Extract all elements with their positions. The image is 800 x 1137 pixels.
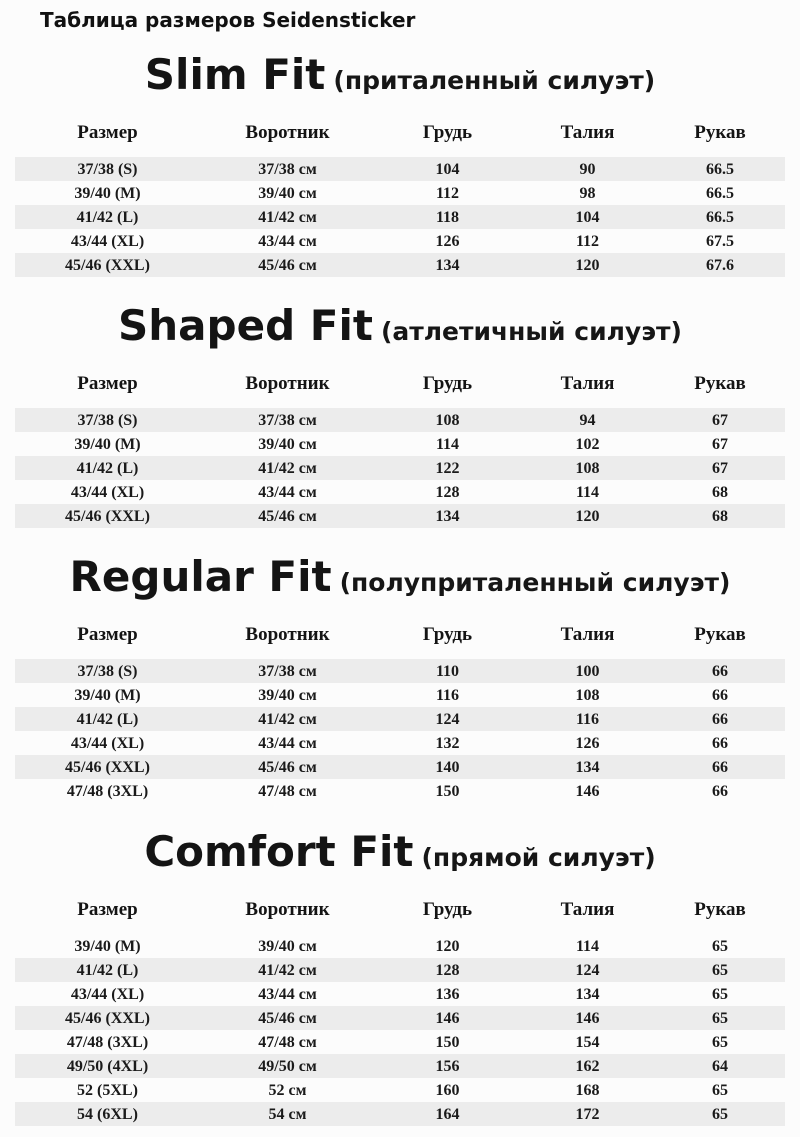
- table-cell: 134: [375, 253, 520, 277]
- table-cell: 39/40 (M): [74, 435, 141, 453]
- table-cell: 45/46 (XXL): [15, 1006, 200, 1030]
- table-cell: 146: [375, 1006, 520, 1030]
- table-cell: 52 см: [268, 1081, 307, 1099]
- table-cell: 41/42 (L): [15, 958, 200, 982]
- column-header: Грудь: [422, 624, 473, 645]
- table-cell: 124: [375, 707, 520, 731]
- fit-subtitle: (прямой силуэт): [421, 843, 656, 872]
- table-cell: 39/40 (M): [74, 686, 141, 704]
- table-row: [15, 1078, 785, 1102]
- section-regular-fit: [0, 550, 800, 803]
- table-cell: 67: [712, 435, 728, 453]
- table-cell: 122: [375, 456, 520, 480]
- table-cell: 65: [712, 1033, 728, 1051]
- table-cell: 126: [435, 232, 460, 250]
- table-cell: 134: [520, 755, 655, 779]
- table-cell: 66.5: [655, 205, 785, 229]
- table-cell: 67: [655, 456, 785, 480]
- table-cell: 154: [575, 1033, 600, 1051]
- table-cell: 104: [375, 157, 520, 181]
- table-cell: 49/50 см: [200, 1054, 375, 1078]
- column-header: Талия: [560, 373, 615, 394]
- table-cell: 45/46 (XXL): [15, 504, 200, 528]
- table-cell: 37/38 (S): [15, 408, 200, 432]
- header-row: [15, 895, 785, 934]
- column-header: Талия: [560, 899, 615, 920]
- table-cell: 66: [712, 782, 728, 800]
- column-header: Размер: [77, 624, 138, 645]
- table-cell: 134: [575, 985, 600, 1003]
- table-cell: 114: [435, 435, 460, 453]
- table-cell: 146: [520, 1006, 655, 1030]
- table-cell: 172: [520, 1102, 655, 1126]
- table-cell: 90: [520, 157, 655, 181]
- table-cell: 41/42 (L): [15, 456, 200, 480]
- table-cell: 136: [435, 985, 460, 1003]
- table-cell: 37/38 (S): [15, 157, 200, 181]
- column-header: Талия: [560, 624, 615, 645]
- table-header: [15, 369, 785, 408]
- table-cell: 116: [520, 707, 655, 731]
- table-cell: 54 см: [200, 1102, 375, 1126]
- table-cell: 41/42 см: [200, 456, 375, 480]
- column-header: Воротник: [245, 122, 330, 143]
- table-cell: 45/46 см: [200, 253, 375, 277]
- table-row: [15, 659, 785, 683]
- table-cell: 66.5: [706, 184, 734, 202]
- table-cell: 110: [375, 659, 520, 683]
- table-cell: 43/44 см: [258, 232, 317, 250]
- table-cell: 54 (6XL): [15, 1102, 200, 1126]
- section-heading-shaped-fit: [0, 299, 800, 363]
- table-cell: 45/46 (XXL): [15, 253, 200, 277]
- page-title: Таблица размеров Seidensticker: [40, 8, 416, 32]
- column-header: Рукав: [694, 899, 746, 920]
- table-cell: 65: [712, 937, 728, 955]
- section-slim-fit: [0, 48, 800, 277]
- table-body: [15, 408, 785, 528]
- header-row: [15, 620, 785, 659]
- table-cell: 37/38 (S): [15, 659, 200, 683]
- table-cell: 41/42 (L): [15, 205, 200, 229]
- fit-name: Slim Fit: [144, 50, 326, 99]
- table-cell: 134: [375, 504, 520, 528]
- table-cell: 47/48 см: [258, 1033, 317, 1051]
- table-cell: 124: [520, 958, 655, 982]
- size-table-comfort-fit: [15, 895, 785, 1126]
- table-cell: 160: [435, 1081, 460, 1099]
- table-cell: 68: [712, 483, 728, 501]
- table-row: [15, 229, 785, 253]
- table-row: [15, 1030, 785, 1054]
- sections-container: [0, 48, 800, 1126]
- table-cell: 65: [712, 1081, 728, 1099]
- table-cell: 37/38 см: [200, 659, 375, 683]
- table-cell: 140: [375, 755, 520, 779]
- table-body: [15, 157, 785, 277]
- table-cell: 108: [520, 456, 655, 480]
- table-cell: 128: [375, 958, 520, 982]
- section-heading-slim-fit: [0, 48, 800, 112]
- table-row: [15, 755, 785, 779]
- section-heading-regular-fit: [0, 550, 800, 614]
- table-cell: 164: [375, 1102, 520, 1126]
- table-row: [15, 683, 785, 707]
- fit-name: Comfort Fit: [144, 827, 414, 876]
- table-cell: 65: [655, 1006, 785, 1030]
- table-cell: 150: [435, 782, 460, 800]
- table-cell: 108: [375, 408, 520, 432]
- fit-subtitle: (приталенный силуэт): [333, 66, 656, 95]
- table-cell: 114: [575, 483, 600, 501]
- table-row: [15, 432, 785, 456]
- table-body: [15, 659, 785, 803]
- table-cell: 45/46 см: [200, 1006, 375, 1030]
- table-row: [15, 1102, 785, 1126]
- table-row: [15, 253, 785, 277]
- table-cell: 41/42 (L): [15, 707, 200, 731]
- table-cell: 43/44 (XL): [70, 483, 145, 501]
- column-header: Грудь: [422, 899, 473, 920]
- table-cell: 43/44 (XL): [70, 232, 145, 250]
- table-cell: 128: [435, 483, 460, 501]
- table-cell: 39/40 см: [258, 686, 317, 704]
- table-row: [15, 958, 785, 982]
- column-header: Воротник: [245, 624, 330, 645]
- table-cell: 120: [520, 253, 655, 277]
- table-cell: 67.5: [706, 232, 734, 250]
- table-row: [15, 707, 785, 731]
- column-header: Талия: [560, 122, 615, 143]
- table-cell: 67: [655, 408, 785, 432]
- table-cell: 156: [375, 1054, 520, 1078]
- size-chart-page: [0, 8, 800, 1126]
- column-header: Размер: [77, 899, 138, 920]
- table-cell: 47/48 см: [258, 782, 317, 800]
- table-row: [15, 779, 785, 803]
- table-cell: 43/44 см: [258, 985, 317, 1003]
- table-cell: 43/44 (XL): [70, 985, 145, 1003]
- table-row: [15, 181, 785, 205]
- table-cell: 65: [655, 958, 785, 982]
- table-cell: 94: [520, 408, 655, 432]
- column-header: Рукав: [694, 624, 746, 645]
- table-cell: 47/48 (3XL): [66, 1033, 149, 1051]
- size-table-slim-fit: [15, 118, 785, 277]
- table-row: [15, 408, 785, 432]
- table-cell: 41/42 см: [200, 958, 375, 982]
- table-row: [15, 456, 785, 480]
- table-cell: 45/46 см: [200, 755, 375, 779]
- table-cell: 64: [655, 1054, 785, 1078]
- column-header: Грудь: [422, 122, 473, 143]
- table-cell: 112: [575, 232, 600, 250]
- table-cell: 120: [520, 504, 655, 528]
- table-header: [15, 118, 785, 157]
- table-cell: 37/38 см: [200, 408, 375, 432]
- table-cell: 66: [655, 707, 785, 731]
- section-shaped-fit: [0, 299, 800, 528]
- table-header: [15, 895, 785, 934]
- table-row: [15, 504, 785, 528]
- table-cell: 150: [435, 1033, 460, 1051]
- table-row: [15, 982, 785, 1006]
- table-cell: 45/46 (XXL): [15, 755, 200, 779]
- table-cell: 41/42 см: [200, 707, 375, 731]
- size-table-shaped-fit: [15, 369, 785, 528]
- table-cell: 66.5: [655, 157, 785, 181]
- table-cell: 47/48 (3XL): [66, 782, 149, 800]
- column-header: Воротник: [245, 373, 330, 394]
- table-cell: 132: [435, 734, 460, 752]
- table-cell: 118: [375, 205, 520, 229]
- table-row: [15, 1006, 785, 1030]
- table-header: [15, 620, 785, 659]
- table-cell: 66: [712, 734, 728, 752]
- table-cell: 66: [655, 755, 785, 779]
- section-comfort-fit: [0, 825, 800, 1126]
- table-cell: 65: [655, 1102, 785, 1126]
- header-row: [15, 118, 785, 157]
- table-cell: 37/38 см: [200, 157, 375, 181]
- table-cell: 120: [435, 937, 460, 955]
- table-row: [15, 1054, 785, 1078]
- column-header: Грудь: [422, 373, 473, 394]
- table-cell: 52 (5XL): [77, 1081, 138, 1099]
- column-header: Рукав: [694, 373, 746, 394]
- size-table-regular-fit: [15, 620, 785, 803]
- fit-subtitle: (атлетичный силуэт): [380, 317, 682, 346]
- column-header: Размер: [77, 373, 138, 394]
- fit-name: Shaped Fit: [118, 301, 373, 350]
- fit-name: Regular Fit: [69, 552, 332, 601]
- table-row: [15, 205, 785, 229]
- fit-subtitle: (полуприталенный силуэт): [339, 568, 731, 597]
- table-cell: 112: [435, 184, 460, 202]
- table-cell: 43/44 см: [258, 483, 317, 501]
- table-row: [15, 480, 785, 504]
- table-cell: 66: [712, 686, 728, 704]
- table-cell: 65: [712, 985, 728, 1003]
- table-body: [15, 934, 785, 1126]
- table-cell: 104: [520, 205, 655, 229]
- table-row: [15, 157, 785, 181]
- table-cell: 168: [575, 1081, 600, 1099]
- table-cell: 39/40 см: [258, 435, 317, 453]
- table-cell: 39/40 см: [258, 937, 317, 955]
- table-cell: 67.6: [655, 253, 785, 277]
- table-cell: 41/42 см: [200, 205, 375, 229]
- table-cell: 49/50 (4XL): [15, 1054, 200, 1078]
- table-cell: 114: [575, 937, 600, 955]
- table-cell: 116: [435, 686, 460, 704]
- table-cell: 68: [655, 504, 785, 528]
- table-cell: 100: [520, 659, 655, 683]
- table-cell: 39/40 см: [258, 184, 317, 202]
- table-cell: 146: [575, 782, 600, 800]
- table-cell: 108: [575, 686, 600, 704]
- section-heading-comfort-fit: [0, 825, 800, 889]
- table-cell: 162: [520, 1054, 655, 1078]
- table-cell: 66: [655, 659, 785, 683]
- table-cell: 39/40 (M): [74, 184, 141, 202]
- table-cell: 43/44 см: [258, 734, 317, 752]
- header-row: [15, 369, 785, 408]
- table-cell: 126: [575, 734, 600, 752]
- table-cell: 39/40 (M): [74, 937, 141, 955]
- table-cell: 98: [579, 184, 596, 202]
- table-row: [15, 934, 785, 958]
- table-cell: 102: [575, 435, 600, 453]
- table-cell: 43/44 (XL): [70, 734, 145, 752]
- table-row: [15, 731, 785, 755]
- column-header: Воротник: [245, 899, 330, 920]
- table-cell: 45/46 см: [200, 504, 375, 528]
- column-header: Рукав: [694, 122, 746, 143]
- column-header: Размер: [77, 122, 138, 143]
